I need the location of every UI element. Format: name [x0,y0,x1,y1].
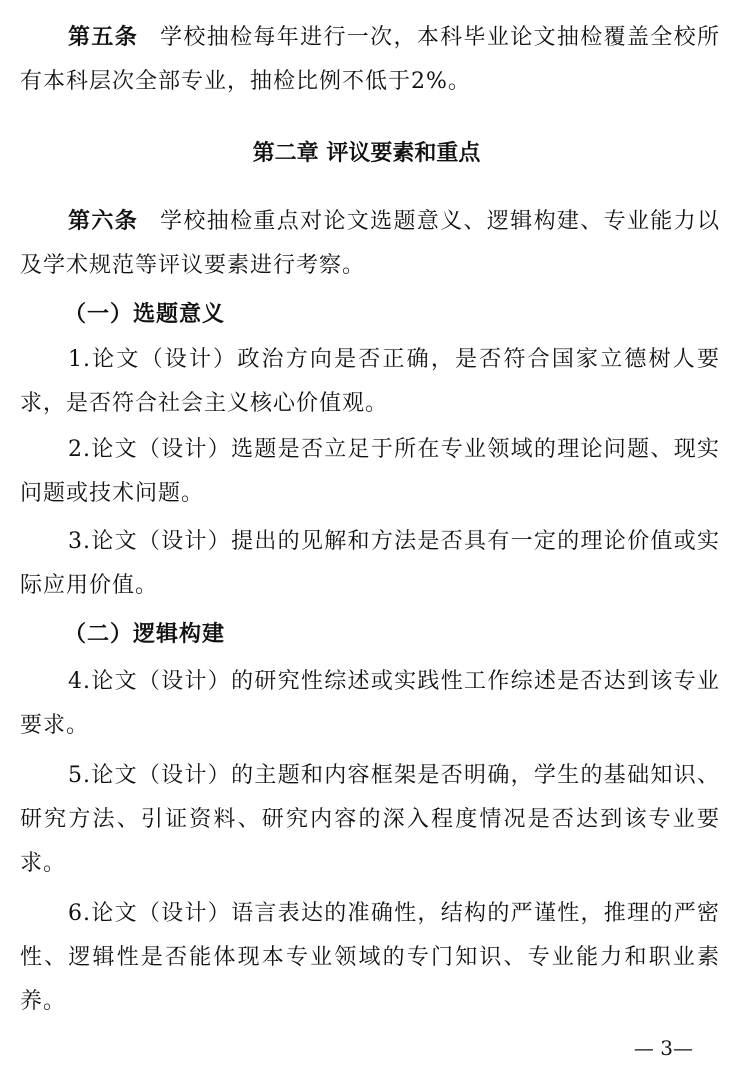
item-2: 2.论文（设计）选题是否立足于所在专业领域的理论问题、现实问题或技术问题。 [20,437,720,506]
item-1: 1.论文（设计）政治方向是否正确，是否符合国家立德树人要求，是否符合社会主义核心价值观。 [20,347,720,416]
article-6-text: 学校抽检重点对论文选题意义、逻辑构建、专业能力以及学术规范等评议要素进行考察。 [20,209,720,278]
item-4: 4.论文（设计）的研究性综述或实践性工作综述是否达到该专业要求。 [20,669,720,738]
article-5-text: 学校抽检每年进行一次，本科毕业论文抽检覆盖全校所有本科层次全部专业，抽检比例不低于2%。 [20,25,720,94]
section-heading-logic-construction: （二）逻辑构建 [64,621,226,647]
article-5-paragraph [20,16,720,104]
page-number: — 3— [633,1036,693,1060]
article-6-paragraph [20,200,720,288]
item-5: 5.论文（设计）的主题和内容框架是否明确，学生的基础知识、研究方法、引证资料、研究内容的深入程度情况是否达到该专业要求。 [20,763,720,876]
article-6-label: 第六条 [68,209,139,234]
section-heading-topic-significance: （一）选题意义 [64,301,226,327]
article-5-label: 第五条 [68,25,139,50]
item-3: 3.论文（设计）提出的见解和方法是否具有一定的理论价值或实际应用价值。 [20,529,720,598]
chapter-heading: 第二章 评议要素和重点 [252,141,481,166]
item-6: 6.论文（设计）语言表达的准确性，结构的严谨性，推理的严密性、逻辑性是否能体现本专业领域的专门知识、专业能力和职业素养。 [20,901,720,1014]
